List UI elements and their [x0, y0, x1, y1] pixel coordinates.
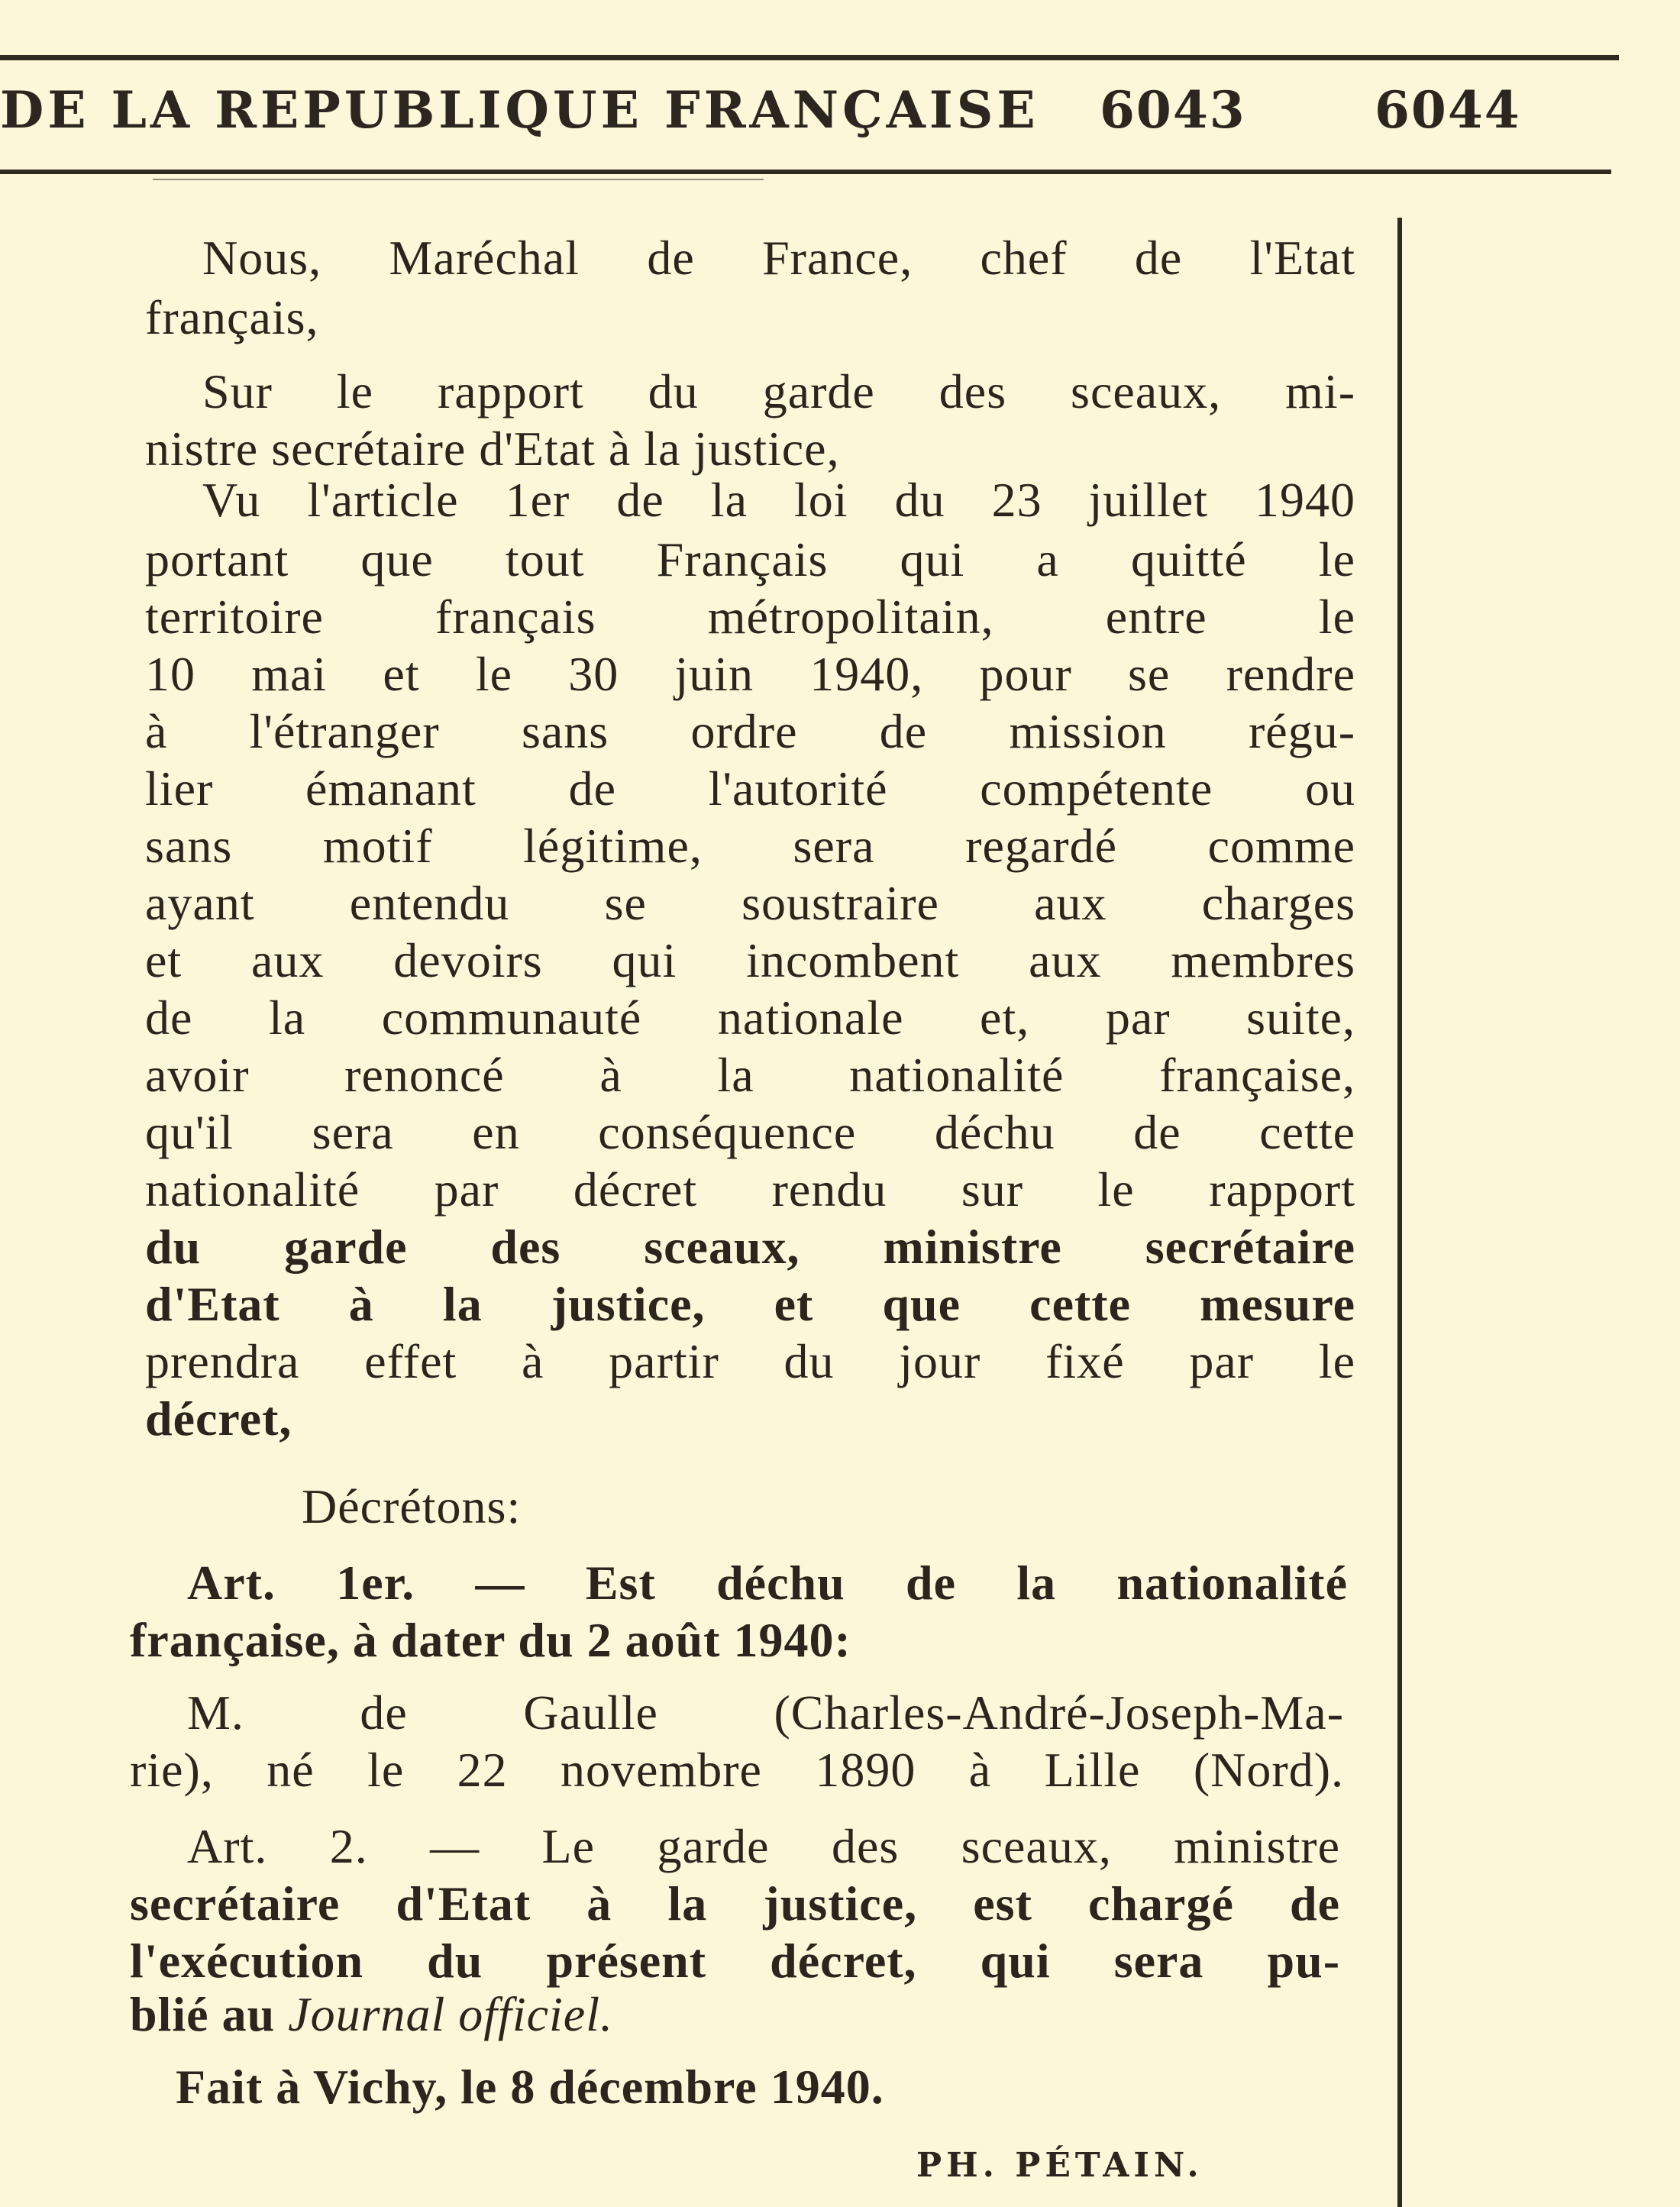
- text-line: ayant entendu se soustraire aux charges: [145, 876, 1355, 930]
- text-line: de la communauté nationale et, par suite,: [145, 990, 1355, 1045]
- text-line: français,: [145, 290, 319, 344]
- text-line: Sur le rapport du garde des sceaux, mi-: [202, 364, 1355, 418]
- de-gaulle-line: rie), né le 22 novembre 1890 à Lille (Nord).: [130, 1743, 1344, 1797]
- text-line: prendra effet à partir du jour fixé par le: [145, 1334, 1355, 1388]
- signature: PH. PÉTAIN.: [916, 2146, 1203, 2185]
- text-line: décret,: [145, 1391, 292, 1446]
- de-gaulle-line: M. de Gaulle (Charles-André-Joseph-Ma-: [187, 1685, 1344, 1740]
- article-1-line: française, à dater du 2 août 1940:: [130, 1613, 851, 1667]
- text-line: territoire français métropolitain, entre le: [145, 590, 1355, 644]
- text-line: d'Etat à la justice, et que cette mesure: [145, 1277, 1355, 1331]
- text-line: sans motif légitime, sera regardé comme: [145, 819, 1355, 873]
- page-number-left: 6043: [1100, 80, 1246, 140]
- page-number-right: 6044: [1375, 80, 1521, 140]
- article-1-line: Art. 1er. — Est déchu de la nationalité: [187, 1556, 1348, 1610]
- journal-title: DE LA REPUBLIQUE FRANÇAISE: [0, 80, 1039, 140]
- text-line: lier émanant de l'autorité compétente ou: [145, 761, 1355, 816]
- text-line: qu'il sera en conséquence déchu de cette: [145, 1105, 1355, 1159]
- text-line: portant que tout Français qui a quitté le: [145, 532, 1355, 586]
- text-line: nationalité par décret rendu sur le rapport: [145, 1162, 1355, 1217]
- header-bottom-rule: [0, 170, 1611, 174]
- article-2-prefix: blié au: [130, 1987, 276, 2041]
- text-line: et aux devoirs qui incombent aux membres: [145, 933, 1355, 987]
- header-top-rule: [0, 55, 1619, 60]
- text-line: Vu l'article 1er de la loi du 23 juillet 1940: [202, 473, 1355, 527]
- place-date: Fait à Vichy, le 8 décembre 1940.: [176, 2060, 884, 2114]
- text-line: du garde des sceaux, ministre secrétaire: [145, 1220, 1355, 1274]
- text-line: avoir renoncé à la nationalité française,: [145, 1048, 1355, 1102]
- column-rule: [1397, 218, 1402, 2207]
- text-line: nistre secrétaire d'Etat à la justice,: [145, 422, 840, 476]
- text-line: Nous, Maréchal de France, chef de l'Etat: [202, 231, 1355, 285]
- article-2-line: l'exécution du présent décret, qui sera pu-: [130, 1934, 1340, 1988]
- header-bottom-thin-rule: [153, 179, 764, 180]
- article-2-line: secrétaire d'Etat à la justice, est chargé de: [130, 1876, 1340, 1931]
- journal-officiel-title: Journal officiel.: [288, 1987, 613, 2041]
- text-line: à l'étranger sans ordre de mission régu-: [145, 704, 1355, 758]
- decretons-heading: Décrétons:: [302, 1479, 522, 1533]
- text-line: 10 mai et le 30 juin 1940, pour se rendre: [145, 647, 1355, 701]
- article-2-line: [130, 1986, 613, 2043]
- article-2-line: Art. 2. — Le garde des sceaux, ministre: [187, 1819, 1340, 1873]
